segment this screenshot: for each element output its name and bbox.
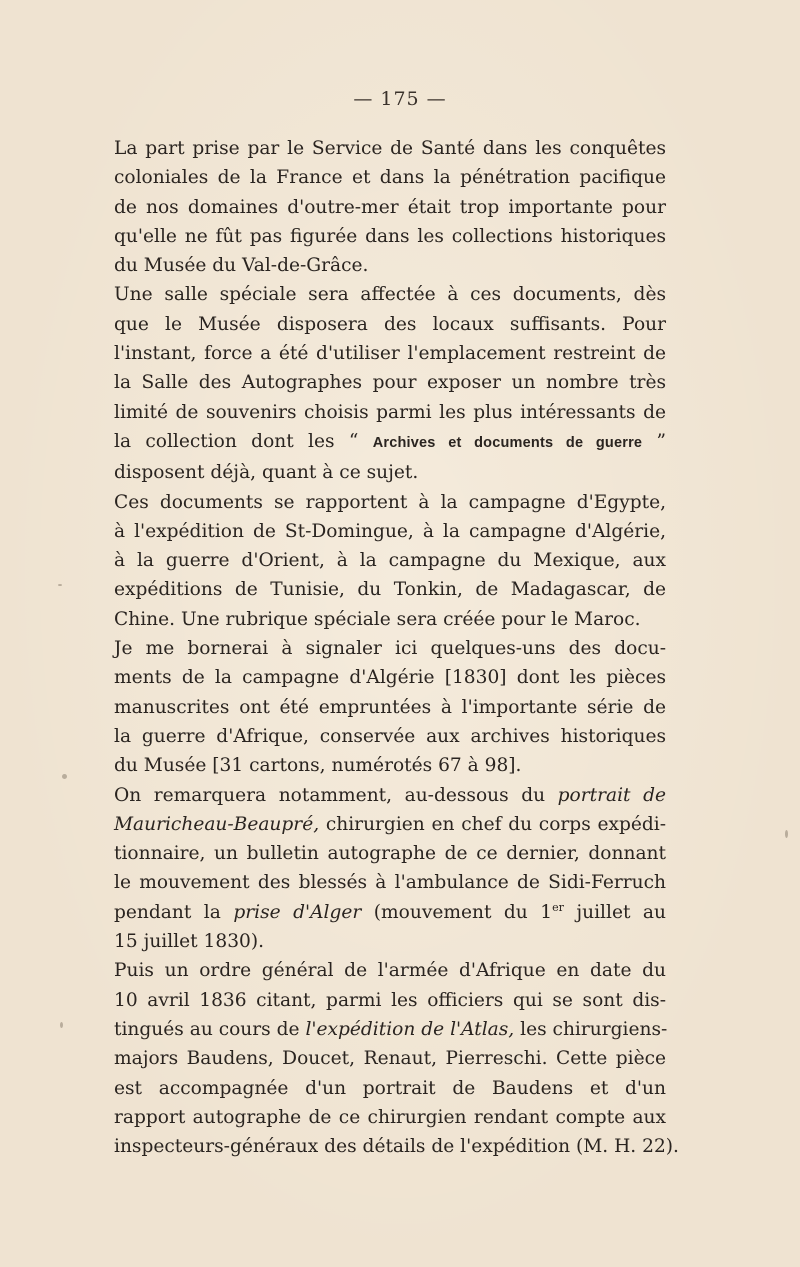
text-line: 10 avril 1836 citant, parmi les officiers qui se sont dis- <box>114 989 666 1011</box>
text-line: inspecteurs-généraux des détails de l'expédition (M. H. 22). <box>114 1136 679 1158</box>
quote-open: “ <box>348 430 359 452</box>
italic-text: prise d'Alger <box>233 901 362 923</box>
text-line: l'instant, force a été d'utiliser l'emplacement restreint de <box>114 343 666 365</box>
text-line: rapport autographe de ce chirurgien rendant compte aux <box>114 1106 666 1128</box>
paper-speck <box>60 1022 63 1028</box>
text-line: manuscrites ont été empruntées à l'importante série de <box>114 696 666 718</box>
paper-speck <box>58 584 62 586</box>
text-line: expéditions de Tunisie, du Tonkin, de Madagascar, de <box>114 579 666 601</box>
text-line: coloniales de la France et dans la pénétration pacifique <box>114 167 666 189</box>
text-line: limité de souvenirs choisis parmi les plus intéressants de <box>114 401 666 423</box>
quote-close: ” <box>656 430 667 452</box>
line-suffix: chirurgien en chef du corps expédi- <box>325 813 666 835</box>
page-number: — 175 — <box>353 88 447 110</box>
text-line: Ces documents se rapportent à la campagne d'Egypte, <box>114 491 666 513</box>
text-line: la guerre d'Afrique, conservée aux archives historiques <box>114 725 666 747</box>
italic-text: l'expédition de l'Atlas, <box>305 1018 515 1040</box>
date-text: (mouvement du 1 <box>373 901 553 923</box>
text-line <box>114 427 666 458</box>
line-suffix: juillet au <box>576 901 666 923</box>
paragraph-1 <box>114 134 666 280</box>
italic-text: portrait de <box>557 784 666 806</box>
paper-speck <box>62 774 67 779</box>
text-line: La part prise par le Service de Santé dans les conquêtes <box>114 138 666 159</box>
line-prefix: la collection dont les <box>114 430 335 452</box>
text-line: Une salle spéciale sera affectée à ces documents, dès <box>114 284 666 306</box>
text-line: qu'elle ne fût pas figurée dans les collections historiques <box>114 225 666 247</box>
text-line: la Salle des Autographes pour exposer un nombre très <box>114 372 666 394</box>
text-line: Chine. Une rubrique spéciale sera créée pour le Maroc. <box>114 608 641 630</box>
text-line <box>114 810 666 839</box>
text-line: de nos domaines d'outre-mer était trop importante pour <box>114 196 666 218</box>
text-line: tionnaire, un bulletin autographe de ce dernier, donnant <box>114 843 666 865</box>
paragraph-2 <box>114 280 666 487</box>
paragraph-4 <box>114 634 666 780</box>
line-prefix: pendant la <box>114 901 221 923</box>
line-mid <box>374 902 564 923</box>
text-line: Puis un ordre général de l'armée d'Afrique en date du <box>114 960 666 982</box>
text-line <box>114 1015 666 1044</box>
text-line: ments de la campagne d'Algérie [1830] dont les pièces <box>114 667 666 689</box>
paragraph-5 <box>114 781 666 957</box>
text-line: à la guerre d'Orient, à la campagne du Mexique, aux <box>114 550 666 572</box>
text-line: du Musée du Val-de-Grâce. <box>114 255 369 277</box>
text-line <box>114 898 666 927</box>
line-suffix: les chirurgiens- <box>520 1018 668 1040</box>
text-line: le mouvement des blessés à l'ambulance de Sidi-Ferruch <box>114 872 666 894</box>
line-prefix: tingués au cours de <box>114 1018 300 1040</box>
paragraph-3 <box>114 488 666 634</box>
line-prefix: On remarquera notamment, au-dessous du <box>114 784 546 806</box>
text-line: 15 juillet 1830). <box>114 931 265 953</box>
italic-text: Mauricheau-Beaupré, <box>114 813 320 835</box>
paper-speck <box>785 830 788 838</box>
text-line: que le Musée disposera des locaux suffisants. Pour <box>114 313 666 335</box>
text-line: du Musée [31 cartons, numérotés 67 à 98]. <box>114 755 522 777</box>
paragraph-6 <box>114 956 679 1161</box>
text-line <box>114 781 666 810</box>
text-line: Je me bornerai à signaler ici quelques-uns des docu- <box>114 638 666 660</box>
text-line: majors Baudens, Doucet, Renaut, Pierreschi. Cette pièce <box>114 1048 666 1070</box>
archives-title: Archives et documents de guerre <box>372 434 643 451</box>
text-line: à l'expédition de St-Domingue, à la campagne d'Algérie, <box>114 520 666 542</box>
text-line: disposent déjà, quant à ce sujet. <box>114 462 419 484</box>
text-line: est accompagnée d'un portrait de Baudens et d'un <box>114 1077 666 1099</box>
superscript: er <box>552 900 564 914</box>
body-text <box>114 134 679 1161</box>
